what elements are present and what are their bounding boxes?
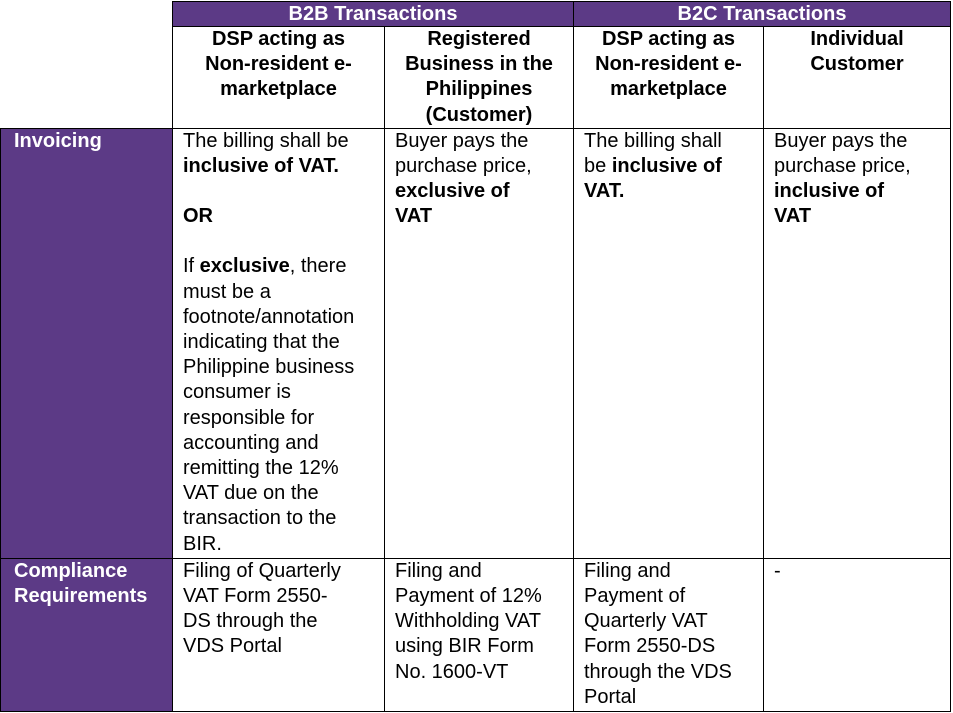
invoicing-b2b-customer [385,128,574,558]
header-line: Non-resident e- [205,53,352,76]
group-header-row [1,2,951,27]
cell-line-bold: exclusive of [395,180,510,203]
cell-line: Filing and [395,559,482,582]
cell-line: Portal [584,685,637,708]
cell-line: using BIR Form [395,635,534,658]
header-line: Business in the [405,53,553,76]
cell-line: VAT due on the [183,482,319,505]
cell-text-bold: inclusive of [611,155,722,178]
invoicing-b2c-individual [764,128,951,558]
cell-line-bold: inclusive of VAT. [183,155,339,178]
cell-line: indicating that the [183,331,340,354]
or-label: OR [183,205,213,228]
compliance-b2b-dsp [173,558,385,711]
cell-line: Buyer pays the [774,129,908,152]
cell-line: Withholding VAT [395,610,541,633]
cell-text: be [584,155,612,178]
spacer [183,179,378,204]
row-label-invoicing: Invoicing [1,128,173,558]
header-line: Registered [427,28,531,50]
corner-blank-2 [1,27,173,129]
cell-text-bold: exclusive [199,255,290,278]
cell-line: The billing shall [584,129,722,152]
cell-line: BIR. [183,532,222,555]
cell-text: , there [289,255,347,278]
invoicing-b2b-dsp [173,128,385,558]
cell-line-bold: VAT [395,205,433,228]
cell-line: consumer is [183,381,291,404]
cell-line: Filing of Quarterly [183,559,341,582]
cell-line: responsible for [183,406,315,429]
compliance-b2b-customer [385,558,574,711]
cell-line: Payment of [584,585,686,608]
col-header-b2c-dsp [574,27,764,129]
spacer [183,229,378,254]
header-line: (Customer) [425,103,533,126]
row-label-line: Compliance [14,559,128,582]
cell-line: purchase price, [395,155,532,178]
header-line: Non-resident e- [595,53,742,76]
col-header-b2b-dsp [173,27,385,129]
b2b-group-header: B2B Transactions [173,2,574,27]
col-header-b2c-individual [764,27,951,129]
col-header-b2b-customer [385,27,574,129]
cell-line: Philippine business [183,356,355,379]
cell-line: accounting and [183,431,319,454]
row-label-line: Requirements [14,585,148,608]
cell-line-bold: VAT. [584,180,625,203]
cell-text: If [183,255,200,278]
cell-line: Buyer pays the [395,129,529,152]
cell-line: DS through the [183,610,318,633]
header-line: DSP acting as [211,28,346,50]
cell-line: transaction to the [183,507,337,530]
cell-line: must be a [183,280,271,303]
cell-line: Payment of 12% [395,585,542,608]
invoicing-b2c-dsp [574,128,764,558]
vat-comparison-table [0,1,951,712]
invoicing-row [1,128,951,558]
row-label-compliance [1,558,173,711]
cell-line: through the VDS [584,660,732,683]
cell-line: Filing and [584,559,671,582]
cell-line: Form 2550-DS [584,635,716,658]
cell-line: No. 1600-VT [395,660,509,683]
cell-line: remitting the 12% [183,457,339,480]
compliance-b2c-dsp [574,558,764,711]
compliance-row [1,558,951,711]
corner-blank [1,2,173,27]
b2c-group-header: B2C Transactions [574,2,951,27]
cell-line: purchase price, [774,155,911,178]
cell-line: footnote/annotation [183,305,355,328]
cell-line: VDS Portal [183,635,282,658]
cell-line: The billing shall be [183,129,349,152]
cell-line-bold: VAT [774,205,812,228]
header-line: Customer [810,53,904,76]
header-line: Individual [810,28,904,50]
cell-line: VAT Form 2550- [183,585,328,608]
cell-line-bold: inclusive of [774,180,885,203]
header-line: DSP acting as [601,28,736,50]
compliance-b2c-individual: - [764,558,951,711]
header-line: Philippines [425,78,533,101]
cell-line: Quarterly VAT [584,610,708,633]
header-line: marketplace [610,78,727,101]
header-line: marketplace [220,78,337,101]
sub-header-row [1,27,951,129]
